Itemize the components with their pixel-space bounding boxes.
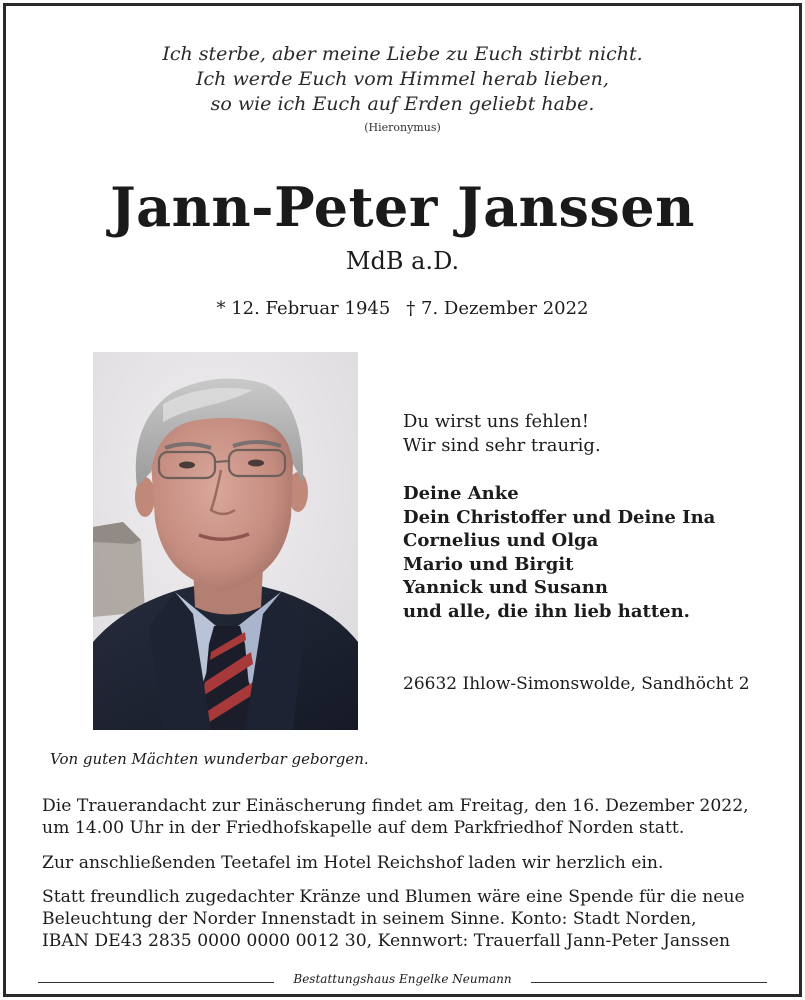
funeral-home: [0, 972, 805, 986]
quote-line: so wie ich Euch auf Erden geliebt habe.: [210, 93, 595, 115]
family-member: Cornelius und Olga: [403, 530, 599, 551]
quote-line: Ich sterbe, aber meine Liebe zu Euch stirbt nicht.: [162, 43, 643, 65]
farewell-message: [403, 410, 601, 458]
death-date: † 7. Dezember 2022: [406, 298, 589, 319]
portrait-illustration: [93, 352, 358, 730]
family-member: Dein Christoffer und Deine Ina: [403, 506, 716, 528]
paragraph-line: Zur anschließenden Teetafel im Hotel Reichshof laden wir herzlich ein.: [42, 853, 664, 873]
family-list: [403, 482, 715, 623]
paragraph-line: Statt freundlich zugedachter Kränze und Blumen wäre eine Spende für die neue: [42, 887, 745, 907]
invitation-paragraph: [42, 852, 663, 874]
deceased-title: MdB a.D.: [345, 247, 460, 275]
birth-date: * 12. Februar 1945: [216, 298, 391, 319]
paragraph-line: IBAN DE43 2835 0000 0000 0012 30, Kennwort: Trauerfall Jann-Peter Janssen: [42, 931, 731, 951]
funeral-home-name: Bestattungshaus Engelke Neumann: [283, 972, 521, 986]
family-member: Mario und Birgit: [403, 553, 574, 575]
quote-line: Ich werde Euch vom Himmel herab lieben,: [196, 68, 609, 90]
portrait-photo: [93, 352, 358, 730]
donation-paragraph: [42, 886, 745, 952]
message-line: Du wirst uns fehlen!: [403, 411, 589, 432]
paragraph-line: um 14.00 Uhr in der Friedhofskapelle auf dem Parkfriedhof Norden statt.: [42, 818, 685, 838]
family-address: 26632 Ihlow-Simonswolde, Sandhöcht 2: [403, 674, 750, 694]
paragraph-line: Die Trauerandacht zur Einäscherung findet am Freitag, den 16. Dezember 2022,: [42, 796, 749, 816]
quote-author: (Hieronymus): [364, 121, 441, 134]
deceased-name: Jann-Peter Janssen: [110, 175, 695, 239]
family-member: Yannick und Susann: [403, 577, 608, 598]
ceremony-paragraph: [42, 795, 749, 839]
photo-caption: Von guten Mächten wunderbar geborgen.: [50, 750, 369, 768]
family-member: und alle, die ihn lieb hatten.: [403, 600, 690, 622]
memorial-quote: [0, 42, 805, 117]
paragraph-line: Beleuchtung der Norder Innenstadt in seinem Sinne. Konto: Stadt Norden,: [42, 909, 697, 929]
family-member: Deine Anke: [403, 483, 519, 504]
life-dates: [0, 296, 805, 322]
message-line: Wir sind sehr traurig.: [403, 435, 601, 456]
